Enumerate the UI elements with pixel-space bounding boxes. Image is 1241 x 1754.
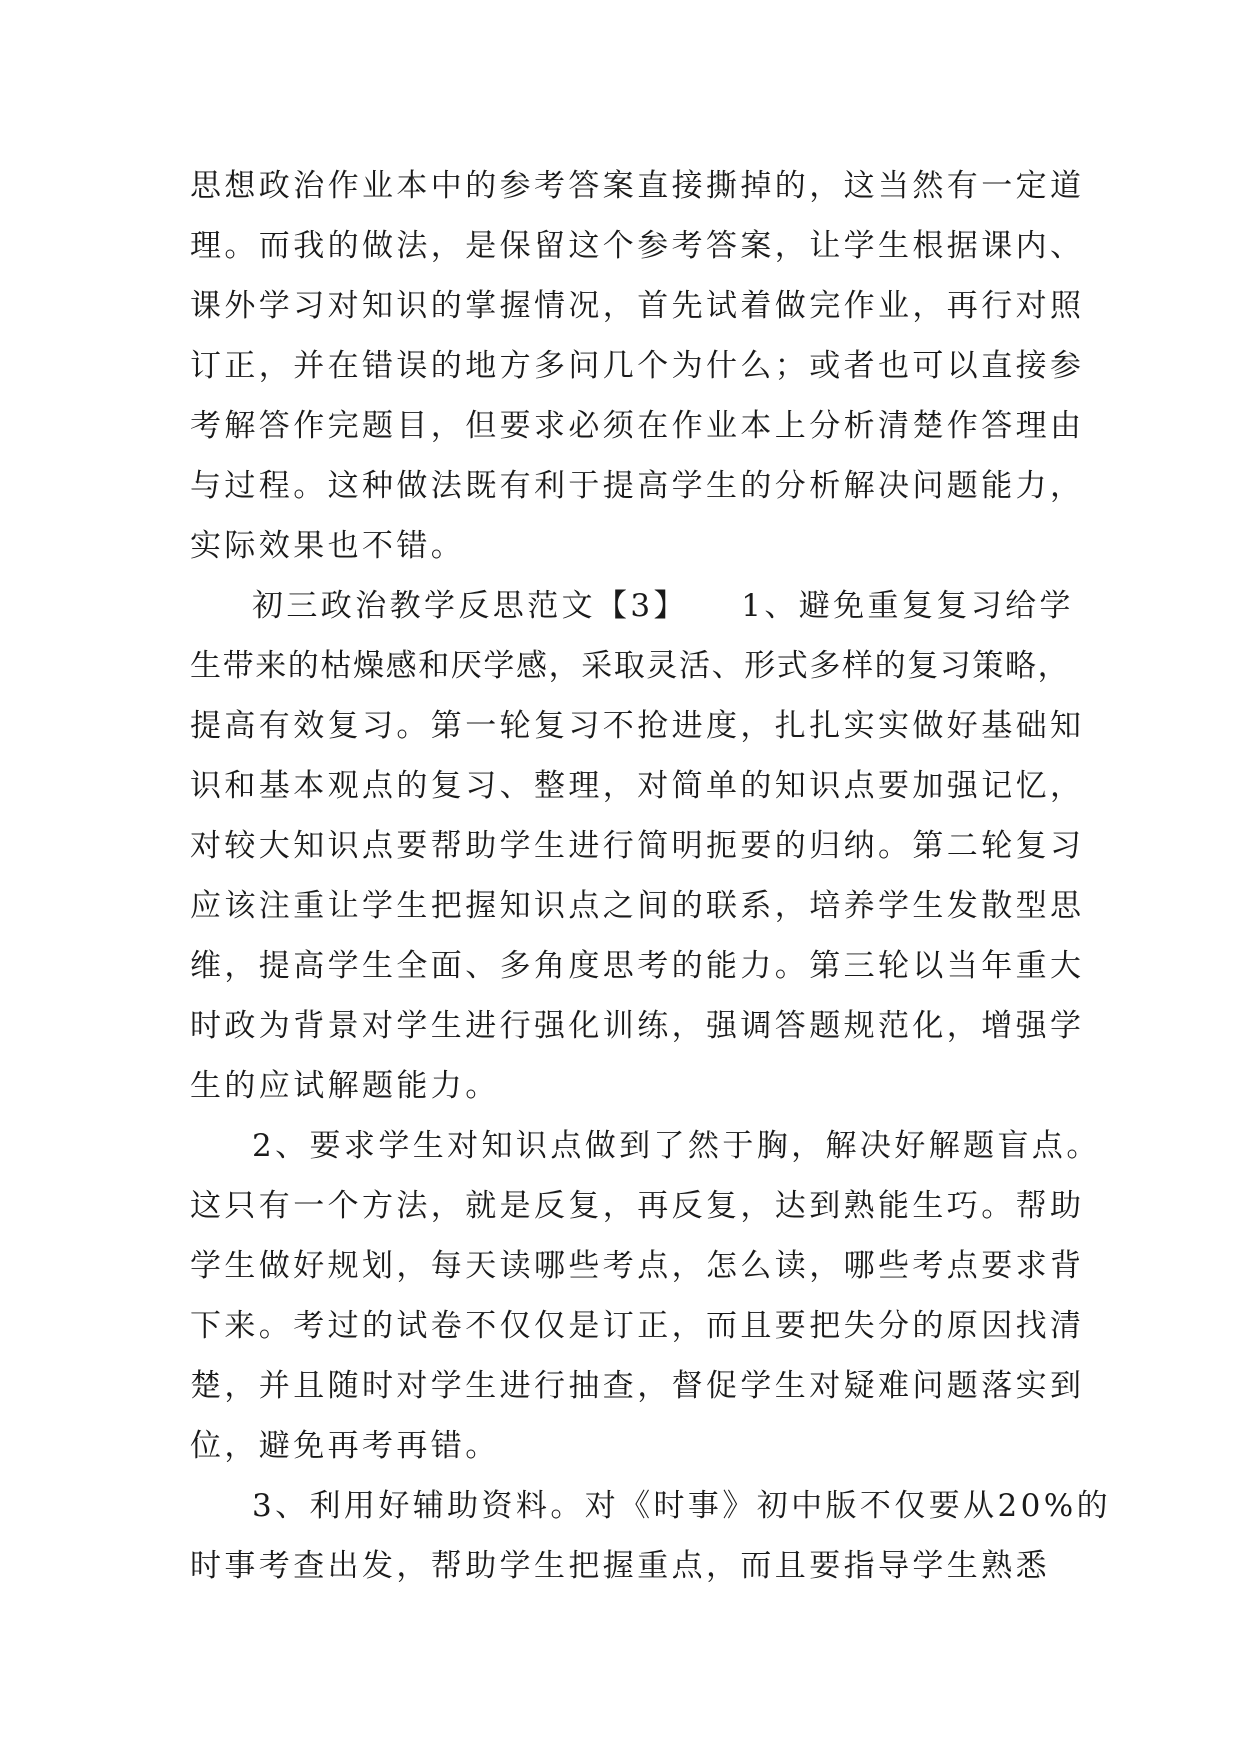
paragraph-line: 这只有一个方法，就是反复，再反复，达到熟能生巧。帮助 [190,1188,1085,1224]
paragraph-line: 提高有效复习。第一轮复习不抢进度，扎扎实实做好基础知 [190,708,1085,744]
paragraph-line: 学生做好规划，每天读哪些考点，怎么读，哪些考点要求背 [190,1248,1085,1284]
paragraph-line: 思想政治作业本中的参考答案直接撕掉的，这当然有一定道 [190,168,1085,204]
paragraph-line: 识和基本观点的复习、整理，对简单的知识点要加强记忆， [190,768,1085,804]
section-heading-line: 初三政治教学反思范文【3】 1、避免重复复习给学 [252,588,1074,624]
paragraph-line: 与过程。这种做法既有利于提高学生的分析解决问题能力， [190,468,1085,504]
paragraph-line: 位，避免再考再错。 [190,1428,500,1464]
paragraph-line: 时事考查出发，帮助学生把握重点，而且要指导学生熟悉 [190,1548,1050,1584]
paragraph-line: 维，提高学生全面、多角度思考的能力。第三轮以当年重大 [190,948,1085,984]
paragraph-line: 订正，并在错误的地方多问几个为什么；或者也可以直接参 [190,348,1085,384]
paragraph-first-line: 2、要求学生对知识点做到了然于胸，解决好解题盲点。 [252,1128,1101,1164]
paragraph-first-line: 3、利用好辅助资料。对《时事》初中版不仅要从20%的 [252,1488,1112,1524]
paragraph-line: 理。而我的做法，是保留这个参考答案，让学生根据课内、 [190,228,1085,264]
paragraph-line: 时政为背景对学生进行强化训练，强调答题规范化，增强学 [190,1008,1085,1044]
paragraph-line: 考解答作完题目，但要求必须在作业本上分析清楚作答理由 [190,408,1085,444]
paragraph-line: 实际效果也不错。 [190,528,466,564]
paragraph-line: 课外学习对知识的掌握情况，首先试着做完作业，再行对照 [190,288,1085,324]
paragraph-line: 生的应试解题能力。 [190,1068,500,1104]
paragraph-line: 应该注重让学生把握知识点之间的联系，培养学生发散型思 [190,888,1085,924]
paragraph-line: 生带来的枯燥感和厌学感，采取灵活、形式多样的复习策略， [190,648,1071,684]
paragraph-line: 楚，并且随时对学生进行抽查，督促学生对疑难问题落实到 [190,1368,1085,1404]
paragraph-line: 下来。考过的试卷不仅仅是订正，而且要把失分的原因找清 [190,1308,1085,1344]
paragraph-line: 对较大知识点要帮助学生进行简明扼要的归纳。第二轮复习 [190,828,1085,864]
